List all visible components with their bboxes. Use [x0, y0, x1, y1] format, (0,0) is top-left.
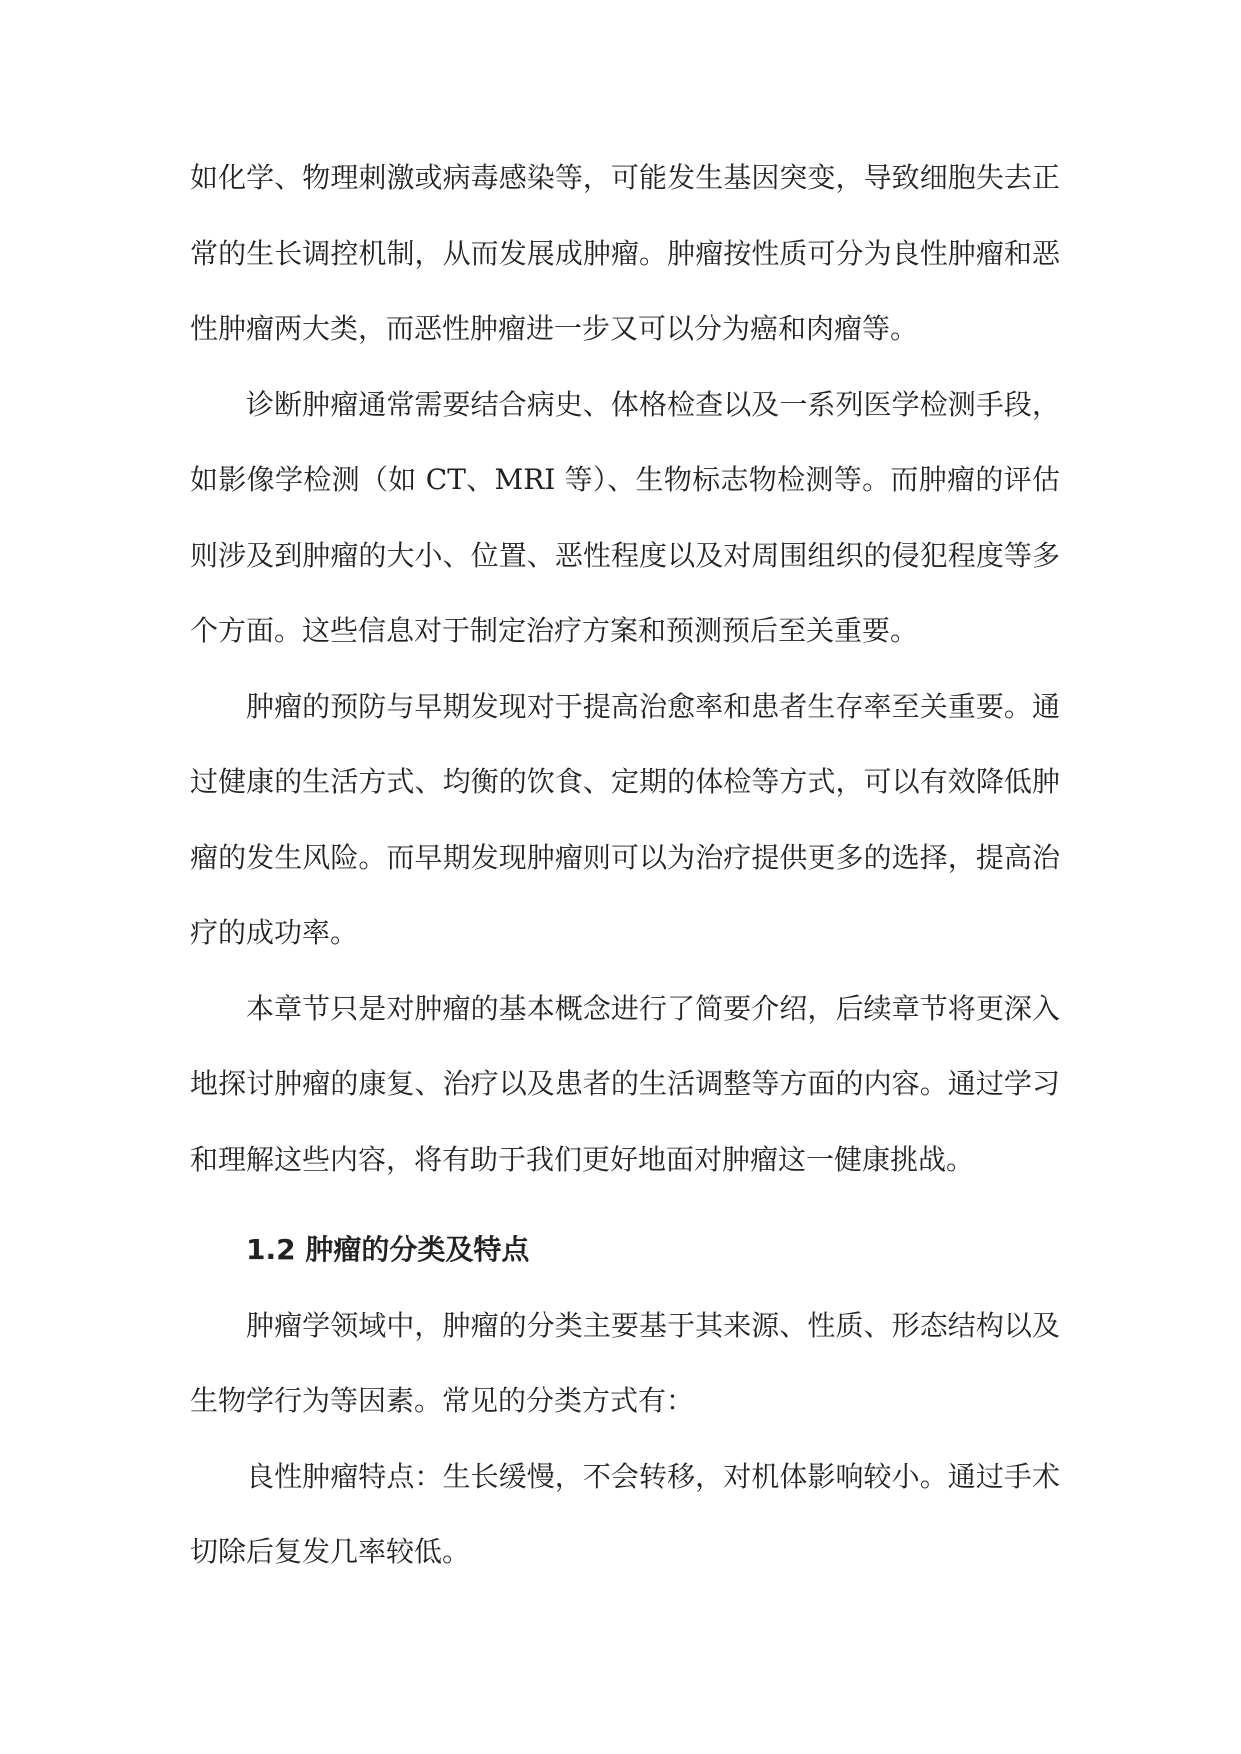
paragraph-benign-tumor: 良性肿瘤特点：生长缓慢，不会转移，对机体影响较小。通过手术切除后复发几率较低。 [190, 1459, 1060, 1568]
section-heading: 1.2 肿瘤的分类及特点 [246, 1233, 530, 1266]
paragraph-tumor-prevention: 肿瘤的预防与早期发现对于提高治愈率和患者生存率至关重要。通过健康的生活方式、均衡的饮食、定期的体检等方式，可以有效降低肿瘤的发生风险。而早期发现肿瘤则可以为治疗提供更多的选择，提高治疗的成功率。 [190, 689, 1060, 949]
paragraph-classification-intro: 肿瘤学领域中，肿瘤的分类主要基于其来源、性质、形态结构以及生物学行为等因素。常见的分类方式有： [190, 1308, 1060, 1417]
paragraph-tumor-diagnosis: 诊断肿瘤通常需要结合病史、体格检查以及一系列医学检测手段，如影像学检测（如 CT、MRI 等）、生物标志物检测等。而肿瘤的评估则涉及到肿瘤的大小、位置、恶性程度以及对周围组织的侵犯程度等多个方面。这些信息对于制定治疗方案和预测预后至关重要。 [190, 387, 1060, 647]
document-body [190, 140, 1060, 1590]
paragraph-chapter-summary: 本章节只是对肿瘤的基本概念进行了简要介绍，后续章节将更深入地探讨肿瘤的康复、治疗以及患者的生活调整等方面的内容。通过学习和理解这些内容，将有助于我们更好地面对肿瘤这一健康挑战。 [190, 991, 1060, 1176]
paragraph-tumor-causes: 如化学、物理刺激或病毒感染等，可能发生基因突变，导致细胞失去正常的生长调控机制，从而发展成肿瘤。肿瘤按性质可分为良性肿瘤和恶性肿瘤两大类，而恶性肿瘤进一步又可以分为癌和肉瘤等。 [190, 161, 1060, 345]
